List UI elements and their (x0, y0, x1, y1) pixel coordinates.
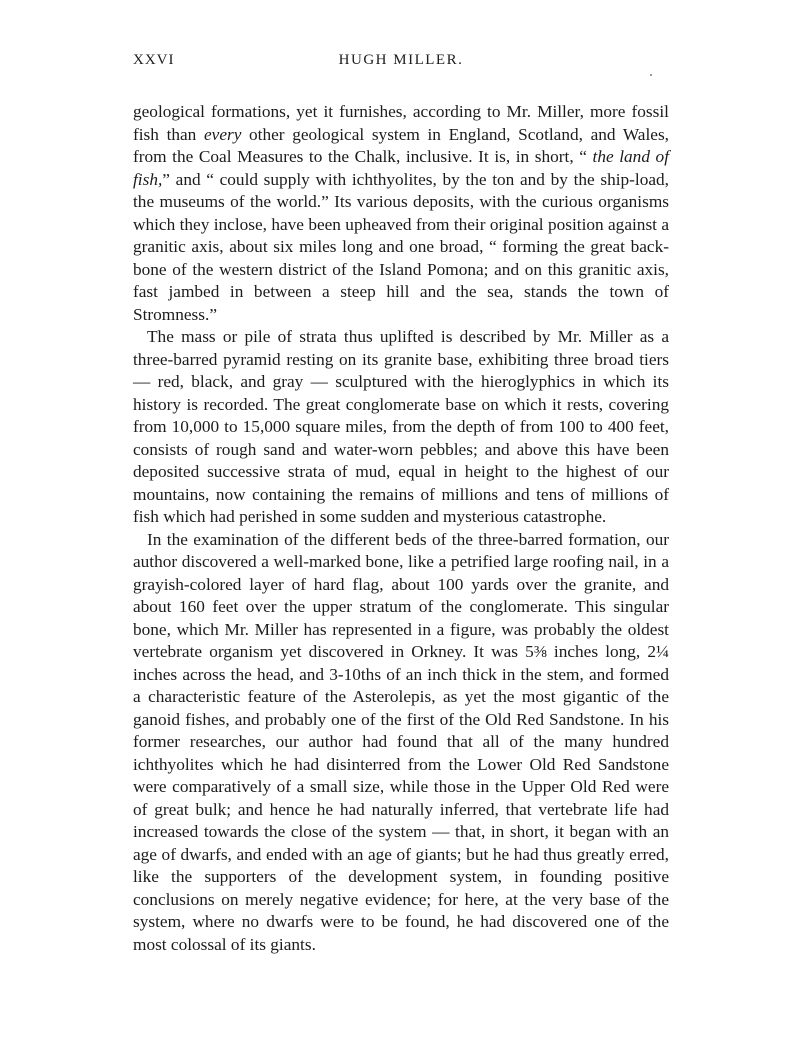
italic-land-of-fish: the land of fish, (133, 147, 669, 189)
paragraph-2: The mass or pile of strata thus uplifted is described by Mr. Miller as a three-barred pyramid resting on its granite base, exhibiting three broad tiers — red, black, and gray — sculptured with the hieroglyphics in which its history is recorded. The great conglomerate base on which it rests, covering from 10,000 to 15,000 square miles, from the depth of from 100 to 400 feet, consists of rough sand and water-worn pebbles; and above this have been deposited successive strata of mud, equal in height to the highest of our mountains, now containing the remains of millions and tens of millions of fish which had perished in some sudden and mysterious catastrophe. (133, 327, 669, 526)
body-text (133, 101, 669, 956)
running-head (133, 52, 669, 74)
italic-every: every (203, 124, 242, 144)
paragraph-3: In the examination of the different beds of the three-barred formation, our author discovered a well-marked bone, like a petrified large roofing nail, in a grayish-colored layer of hard flag, about 100 yards over the granite, and about 160 feet over the upper stratum of the conglomerate. This singular bone, which Mr. Miller has represented in a figure, was probably the oldest vertebrate organism yet discovered in Orkney. It was 5⅜ inches long, 2¼ inches across the head, and 3-10ths of an inch thick in the stem, and formed a characteristic feature of the Asterolepis, as yet the most gigantic of the ganoid fishes, and probably one of the first of the Old Red Sandstone. In his former researches, our author had found that all of the many hundred ichthyolites which he had disinterred from the Lower Old Red Sandstone were comparatively of a small size, while those in the Upper Old Red were of great bulk; and hence he had naturally inferred, that vertebrate life had increased towards the close of the system — that, in short, it began with an age of dwarfs, and ended with an age of giants; but he had thus greatly erred, like the supporters of the development system, in founding positive conclusions on merely negative evidence; for here, at the very base of the system, where no dwarfs were to be found, he had discovered one of the most colossal of its giants. (133, 529, 669, 954)
paragraph-1: geological formations, yet it furnishes, according to Mr. Miller, more fossil fish than every other geological system in England, Scotland, and Wales, from the Coal Measures to the Chalk, inclusive. It is, in short, “ the land of fish,” and “ could supply with ichthyolites, by the ton and by the ship-load, the museums of the world.” Its various deposits, with the curious organisms which they inclose, have been upheaved from their original position against a granitic axis, about six miles long and one broad, “ forming the great back-bone of the western district of the Island Pomona; and on this granitic axis, fast jambed in between a steep hill and the sea, stands the town of Stromness.” (133, 102, 669, 324)
print-speck (650, 74, 652, 76)
page-number: XXVI (133, 52, 175, 68)
running-title: HUGH MILLER. (338, 52, 464, 68)
